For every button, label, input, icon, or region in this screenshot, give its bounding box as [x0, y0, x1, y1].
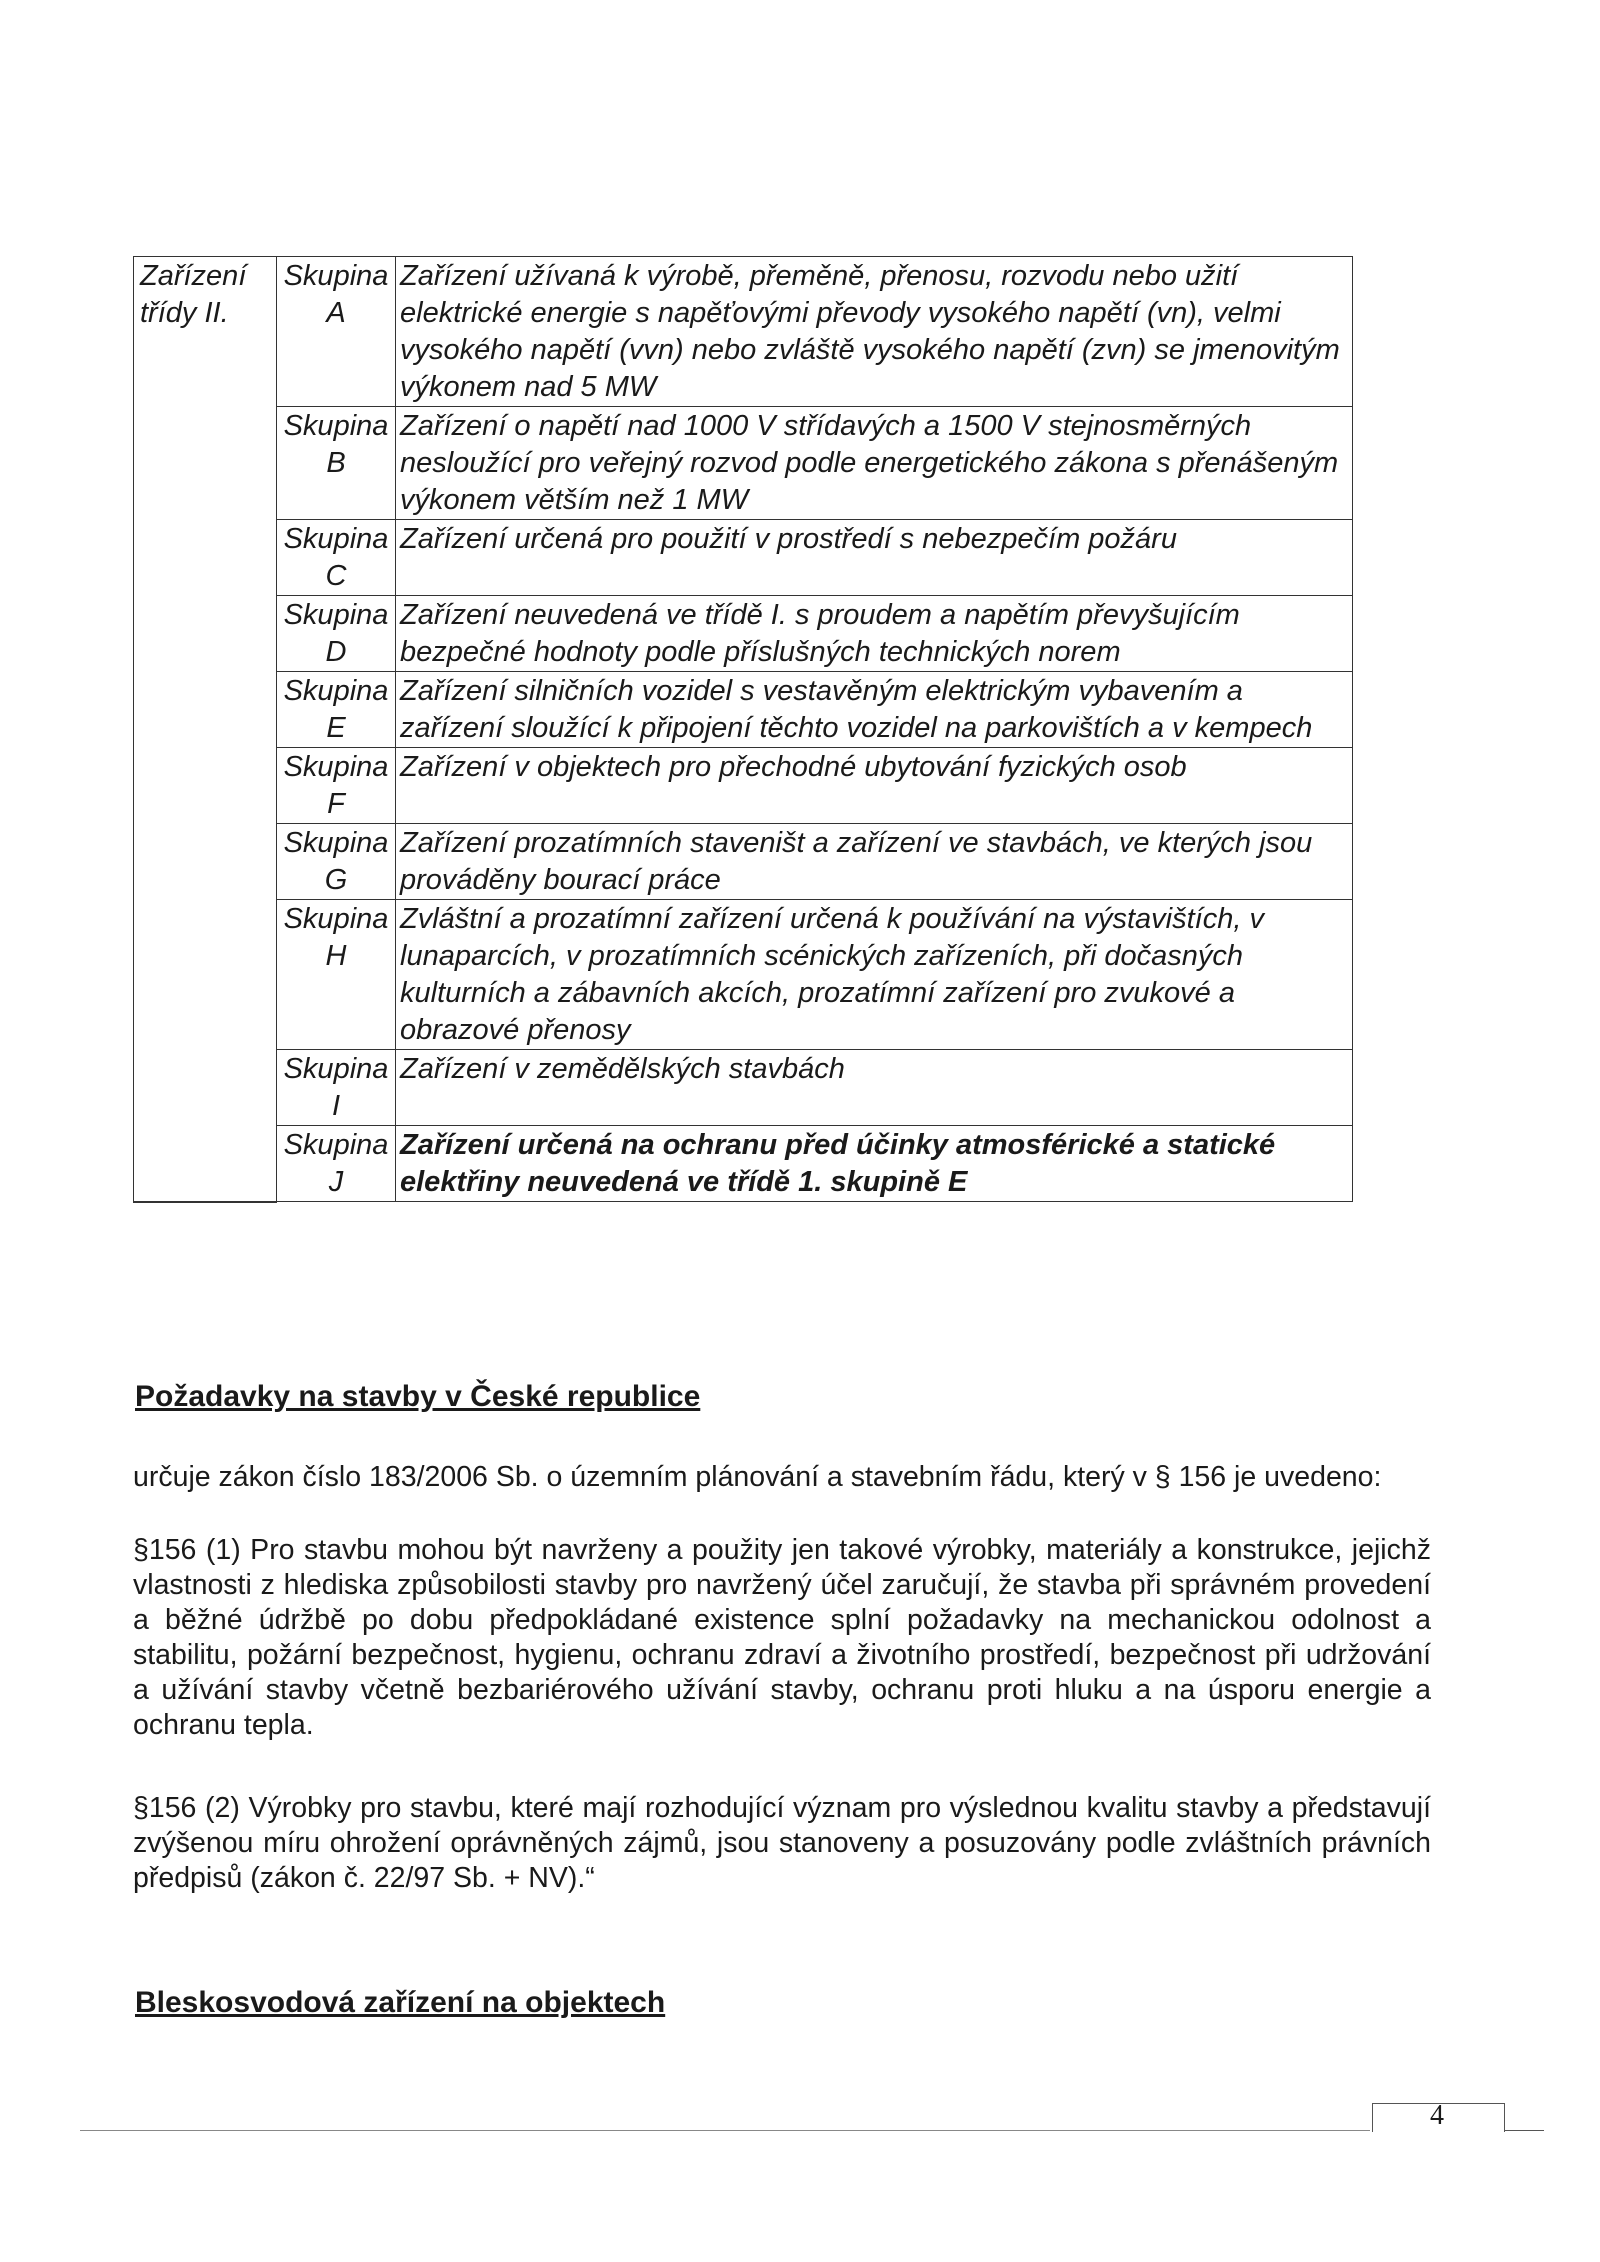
device-class-label-line1: Zařízení: [140, 260, 247, 292]
group-cell: [277, 672, 396, 748]
group-cell: [277, 1050, 396, 1126]
group-word: Skupina: [283, 410, 389, 442]
table-row: [134, 596, 1353, 672]
group-word: Skupina: [283, 1053, 389, 1085]
table-row: [134, 407, 1353, 520]
device-class-table: [133, 256, 1353, 1203]
group-letter: A: [326, 297, 346, 329]
group-letter: E: [326, 712, 346, 744]
group-letter: H: [325, 940, 347, 972]
group-word: Skupina: [283, 675, 389, 707]
group-description: Zařízení v zemědělských stavbách: [396, 1050, 1353, 1126]
group-description: Zařízení užívaná k výrobě, přeměně, přenosu, rozvodu nebo užití elektrické energie s napěťovými převody vysokého napětí (vn), velmi vysokého napětí (vvn) nebo zvláště vysokého napětí (zvn) se jmenovitým výkonem nad 5 MW: [396, 257, 1353, 407]
footer-divider: [80, 2130, 1370, 2131]
group-letter: C: [325, 560, 347, 592]
group-word: Skupina: [283, 751, 389, 783]
group-cell: [277, 407, 396, 520]
group-letter: B: [326, 447, 346, 479]
device-class-cell: [134, 257, 277, 1202]
group-letter: F: [327, 788, 345, 820]
group-word: Skupina: [283, 1129, 389, 1161]
group-description: Zařízení v objektech pro přechodné ubytování fyzických osob: [396, 748, 1353, 824]
group-description: Zařízení určená pro použití v prostředí s nebezpečím požáru: [396, 520, 1353, 596]
table-row: [134, 1050, 1353, 1126]
group-description: Zařízení o napětí nad 1000 V střídavých a 1500 V stejnosměrných nesloužící pro veřejný rozvod podle energetického zákona s přenášeným výkonem větším než 1 MW: [396, 407, 1353, 520]
group-word: Skupina: [283, 523, 389, 555]
group-letter: I: [331, 1090, 341, 1122]
group-letter: G: [324, 864, 348, 896]
paragraph-law-intro: určuje zákon číslo 183/2006 Sb. o územním plánování a stavebním řádu, který v § 156 je uvedeno:: [133, 1461, 1382, 1493]
table-row: [134, 257, 1353, 407]
paragraph-section-156-1: §156 (1) Pro stavbu mohou být navrženy a použity jen takové výrobky, materiály a konstrukce, jejichž vlastnosti z hlediska způsobilosti stavby pro navržený účel zaručují, že stavba při správném provedení a běžné údržbě po dobu předpokládané existence splní požadavky na mechanickou odolnost a stabilitu, požární bezpečnost, hygienu, ochranu zdraví a životního prostředí, bezpečnost při udržování a užívání stavby včetně bezbariérového užívání stavby, ochranu proti hluku a na úsporu energie a ochranu tepla.: [133, 1534, 1431, 1741]
group-cell: [277, 824, 396, 900]
group-word: Skupina: [283, 599, 389, 631]
footer-divider-tail: [1504, 2130, 1544, 2131]
group-cell: [277, 748, 396, 824]
table-row: [134, 900, 1353, 1050]
group-word: Skupina: [283, 260, 389, 292]
table-row: [134, 672, 1353, 748]
group-letter: D: [325, 636, 347, 668]
device-class-label-line2: třídy II.: [140, 297, 229, 329]
section-heading-building-requirements: Požadavky na stavby v České republice: [135, 1380, 701, 1413]
table-row: [134, 748, 1353, 824]
group-description: Zařízení určená na ochranu před účinky atmosférické a statické elektřiny neuvedená ve třídě 1. skupině E: [396, 1126, 1353, 1202]
group-word: Skupina: [283, 903, 389, 935]
group-cell: [277, 900, 396, 1050]
table-row: [134, 824, 1353, 900]
group-description: Zařízení neuvedená ve třídě I. s proudem a napětím převyšujícím bezpečné hodnoty podle příslušných technických norem: [396, 596, 1353, 672]
group-cell: [277, 520, 396, 596]
section-heading-lightning-protection: Bleskosvodová zařízení na objektech: [135, 1986, 666, 2019]
group-description: Zvláštní a prozatímní zařízení určená k používání na výstavištích, v lunaparcích, v prozatímních scénických zařízeních, při dočasných kulturních a zábavních akcích, prozatímní zařízení pro zvukové a obrazové přenosy: [396, 900, 1353, 1050]
page-number: 4: [1430, 2100, 1444, 2131]
group-description: Zařízení prozatímních staveništ a zařízení ve stavbách, ve kterých jsou prováděny bourací práce: [396, 824, 1353, 900]
group-letter: J: [328, 1166, 344, 1198]
paragraph-section-156-2: §156 (2) Výrobky pro stavbu, které mají rozhodující význam pro výslednou kvalitu stavby a představují zvýšenou míru ohrožení oprávněných zájmů, jsou stanoveny a posuzovány podle zvláštních právních předpisů (zákon č. 22/97 Sb. + NV).“: [133, 1792, 1431, 1894]
group-description: Zařízení silničních vozidel s vestavěným elektrickým vybavením a zařízení sloužící k připojení těchto vozidel na parkovištích a v kempech: [396, 672, 1353, 748]
group-cell: [277, 257, 396, 407]
group-word: Skupina: [283, 827, 389, 859]
group-cell: [277, 596, 396, 672]
table-row: [134, 520, 1353, 596]
table-row: [134, 1126, 1353, 1202]
group-cell: [277, 1126, 396, 1202]
